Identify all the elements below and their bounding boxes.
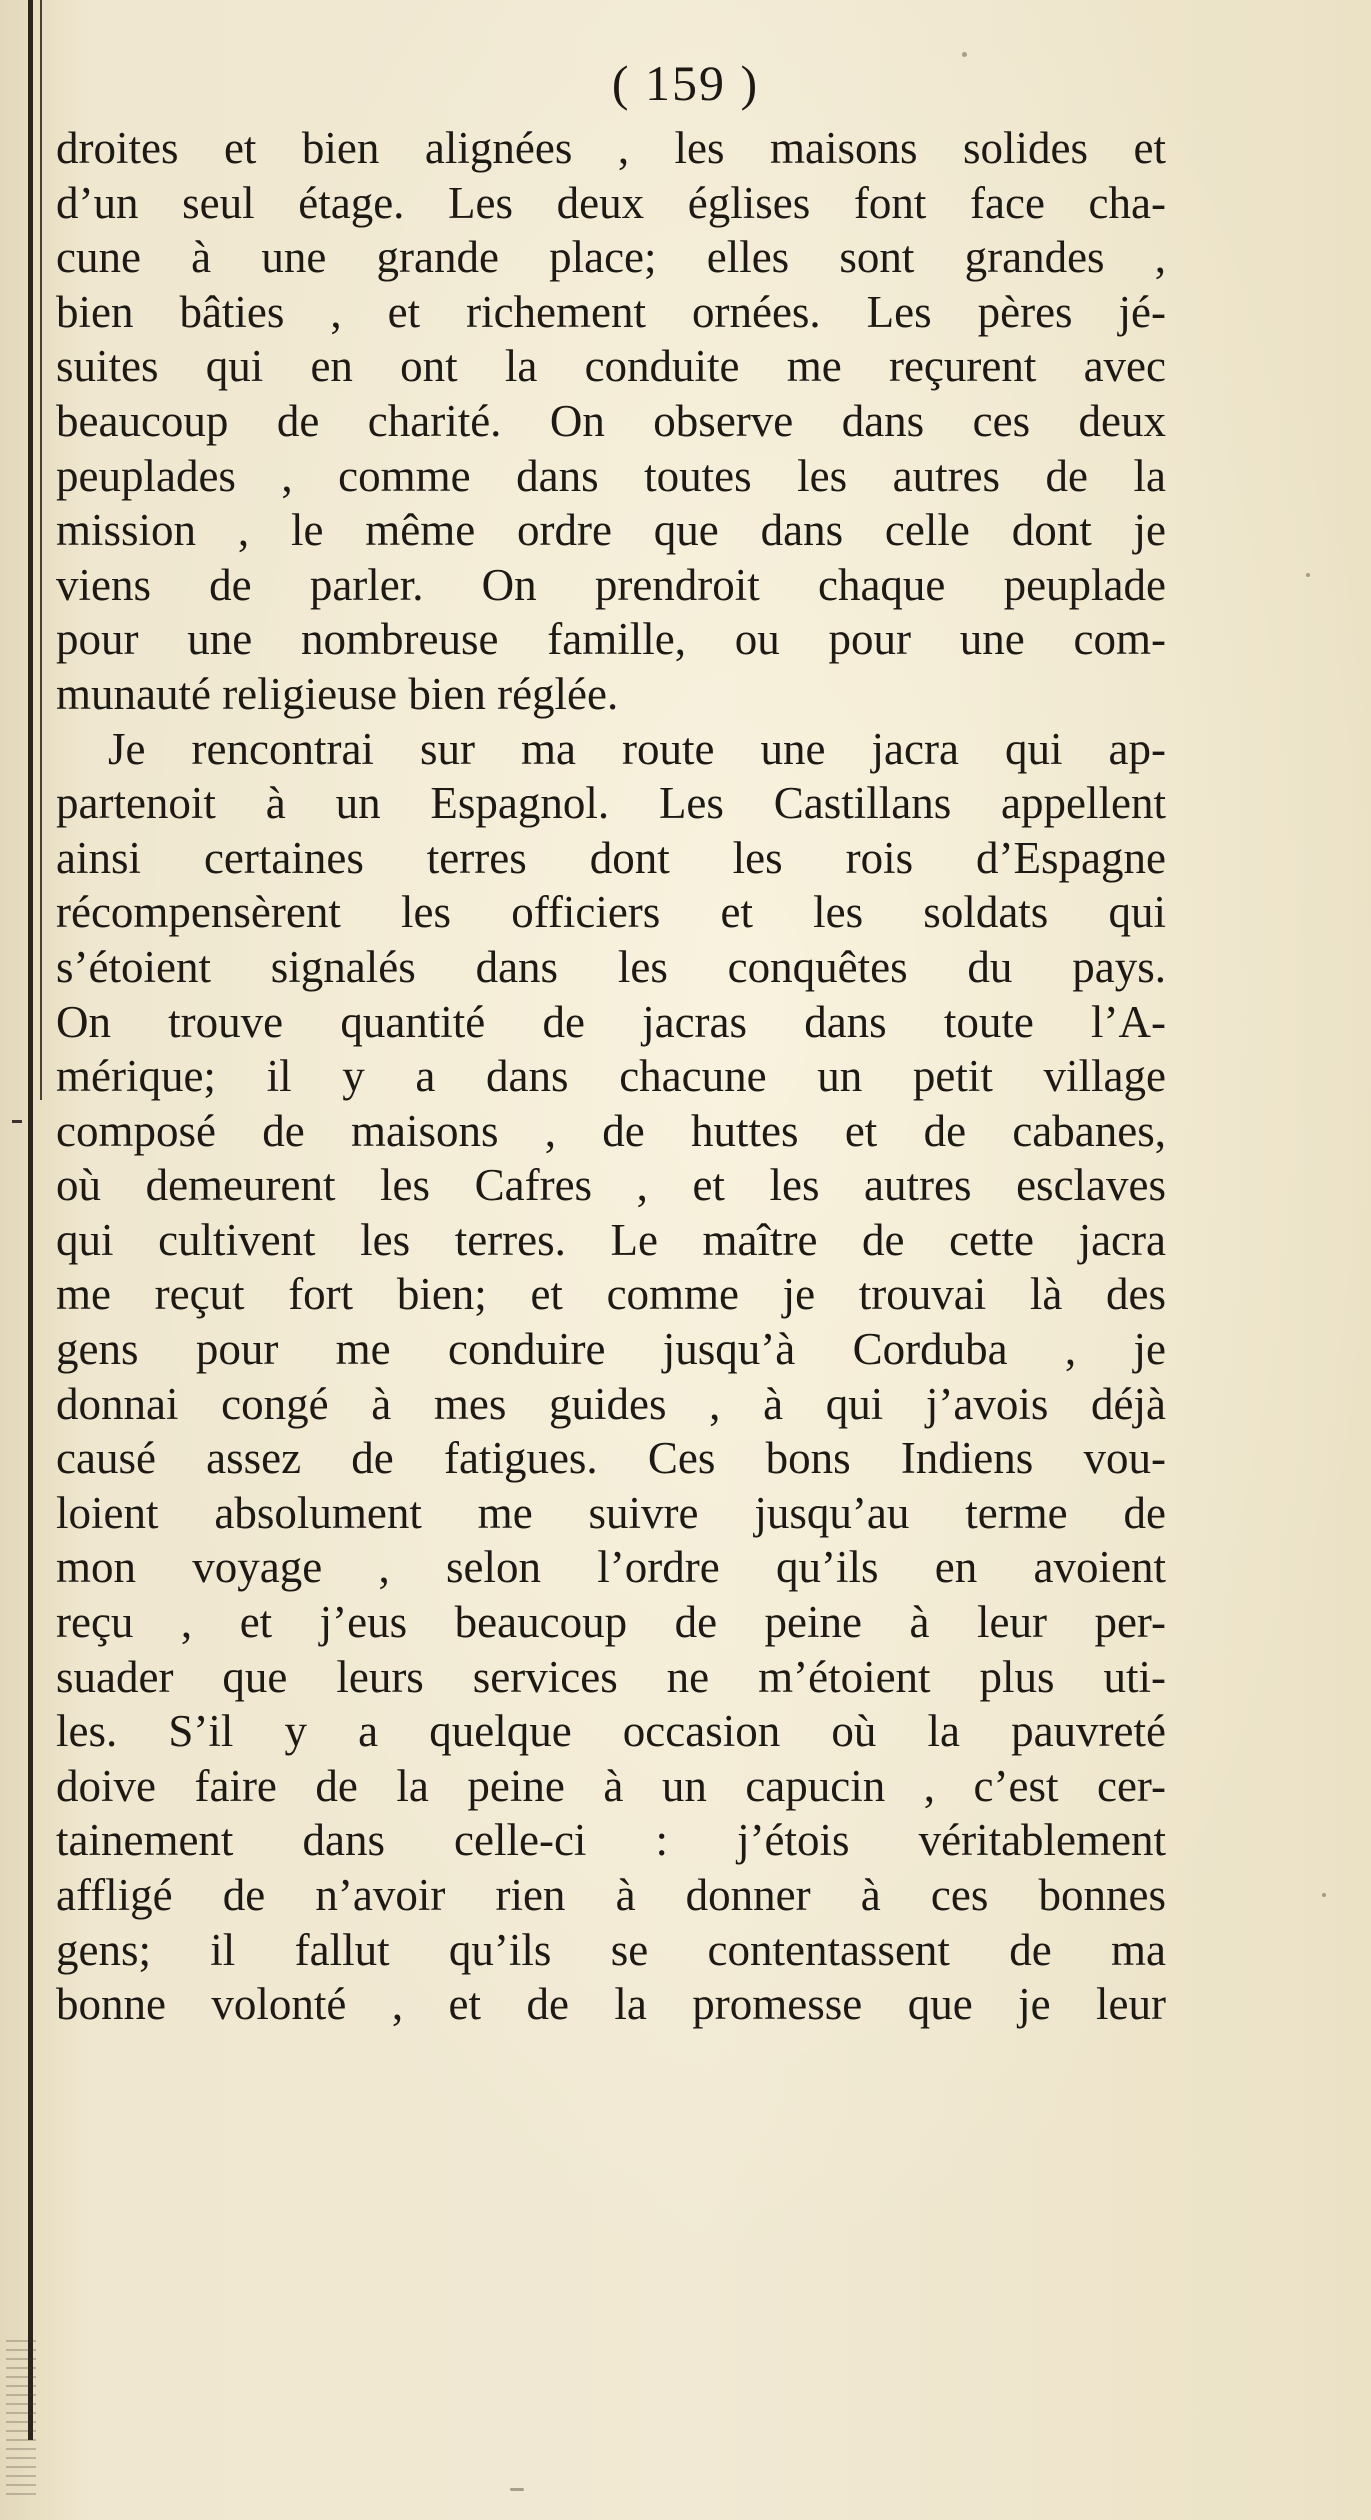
text-line: munauté religieuse bien réglée. [56,668,619,719]
text-line: mérique; il y a dans chacune un petit village [56,1051,1166,1102]
text-line: peuplades , comme dans toutes les autres de la [56,450,1166,501]
text-line: qui cultivent les terres. Le maître de cette jacra [56,1214,1166,1265]
binding-edge [28,0,33,2440]
text-line: où demeurent les Cafres , et les autres esclaves [56,1160,1166,1211]
text-line: partenoit à un Espagnol. Les Castillans appellent [56,778,1166,829]
text-line: doive faire de la peine à un capucin , c’est cer- [56,1760,1166,1811]
text-line: Je rencontrai sur ma route une jacra qui ap- [108,723,1166,774]
text-line: loient absolument me suivre jusqu’au terme de [56,1487,1166,1538]
paper-speck [1322,1893,1326,1897]
text-line: ainsi certaines terres dont les rois d’Espagne [56,832,1166,883]
text-line: récompensèrent les officiers et les soldats qui [56,887,1166,938]
text-line: viens de parler. On prendroit chaque peuplade [56,559,1166,610]
text-line: bien bâties , et richement ornées. Les pères jé- [56,286,1166,337]
text-line: mission , le même ordre que dans celle dont je [56,505,1166,556]
text-line: s’étoient signalés dans les conquêtes du pays. [56,941,1166,992]
margin-mark [12,1120,22,1123]
text-line: bonne volonté , et de la promesse que je leur [56,1979,1166,2030]
text-line: me reçut fort bien; et comme je trouvai là des [56,1269,1166,1320]
text-line: suader que leurs services ne m’étoient plus uti- [56,1651,1166,1702]
text-line: droites et bien alignées , les maisons solides et [56,123,1166,173]
text-line: beaucoup de charité. On observe dans ces deux [56,395,1166,446]
text-line: d’un seul étage. Les deux églises font face cha- [56,177,1166,228]
binding-edge-inner [40,0,42,1100]
page-edge-texture [6,2335,36,2495]
text-line: donnai congé à mes guides , à qui j’avois déjà [56,1378,1166,1429]
body-text [56,121,1166,2032]
text-line: On trouve quantité de jacras dans toute l’A- [56,996,1166,1047]
paper-speck [1306,573,1310,577]
paper-speck [510,2488,524,2491]
page-number: ( 159 ) [611,55,760,111]
text-line: tainement dans celle-ci : j’étois véritablement [56,1815,1166,1866]
text-line: mon voyage , selon l’ordre qu’ils en avoient [56,1542,1166,1593]
text-line: composé de maisons , de huttes et de cabanes, [56,1105,1166,1156]
text-line: suites qui en ont la conduite me reçurent avec [56,341,1166,392]
text-line: affligé de n’avoir rien à donner à ces bonnes [56,1870,1166,1920]
text-line: reçu , et j’eus beaucoup de peine à leur per- [56,1597,1166,1648]
text-line: gens; il fallut qu’ils se contentassent de ma [56,1924,1166,1975]
text-line: gens pour me conduire jusqu’à Corduba , je [56,1324,1166,1375]
text-line: pour une nombreuse famille, ou pour une com- [56,614,1166,665]
text-line: les. S’il y a quelque occasion où la pauvreté [56,1706,1166,1757]
text-line: causé assez de fatigues. Ces bons Indiens vou- [56,1433,1166,1484]
text-line: cune à une grande place; elles sont grandes , [56,232,1166,283]
